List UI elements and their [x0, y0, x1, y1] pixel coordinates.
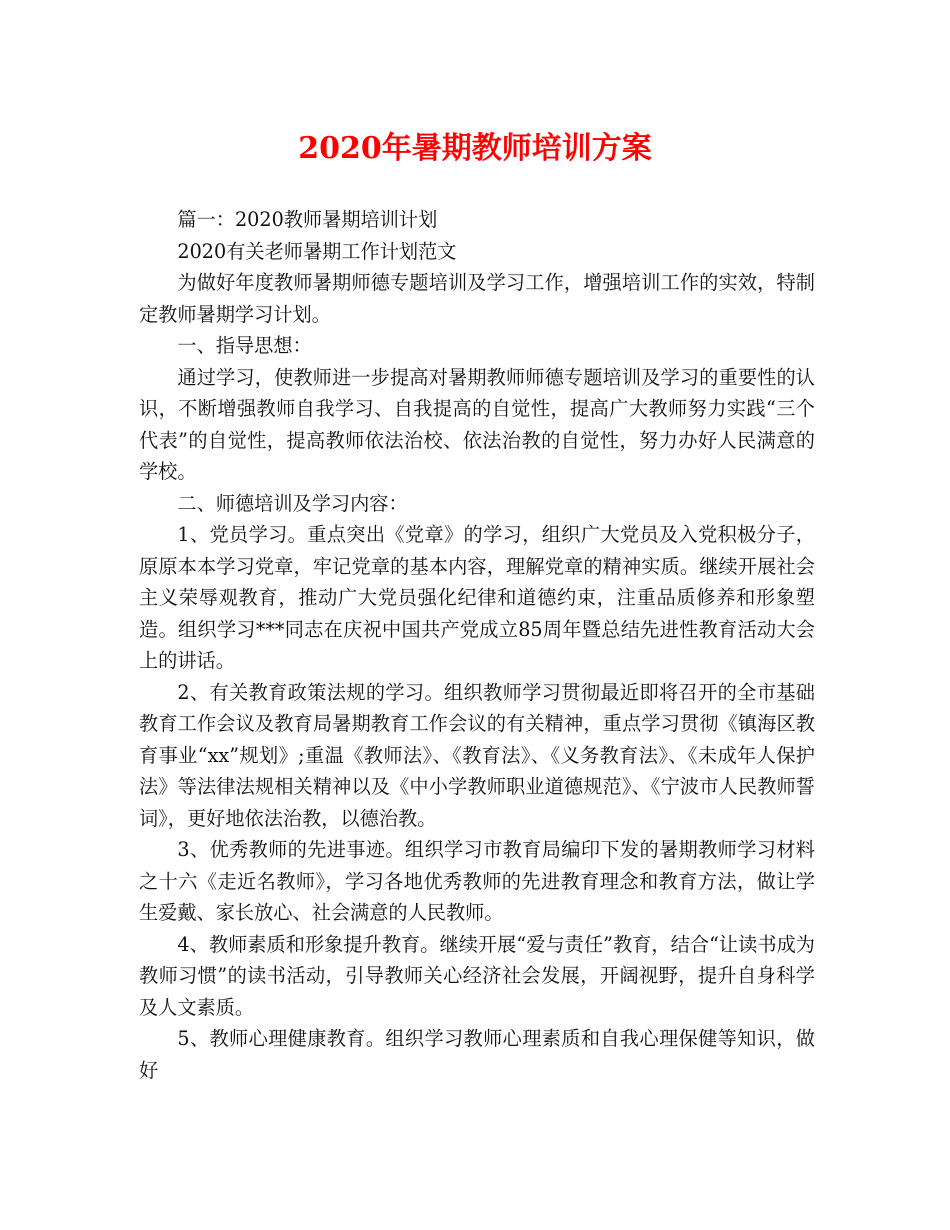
paragraph-guiding-ideology: 通过学习，使教师进一步提高对暑期教师师德专题培训及学习的重要性的认识，不断增强教师自我学习、自我提高的自觉性，提高广大教师努力实践“三个代表”的自觉性，提高教师依法治校、依法治教的自觉性，努力办好人民满意的学校。	[139, 365, 815, 483]
paragraph-item-4: 4、教师素质和形象提升教育。继续开展“爱与责任”教育，结合“让读书成为教师习惯”的读书活动，引导教师关心经济社会发展，开阔视野，提升自身科学及人文素质。	[139, 932, 815, 1019]
document-body	[139, 204, 815, 1086]
heading-guiding-ideology: 一、指导思想：	[177, 334, 312, 357]
paragraph-intro: 为做好年度教师暑期师德专题培训及学习工作，增强培训工作的实效，特制定教师暑期学习计划。	[139, 271, 815, 326]
paragraph-item-3: 3、优秀教师的先进事迹。组织学习市教育局编印下发的暑期教师学习材料之十六《走近名教师》，学习各地优秀教师的先进教育理念和教育方法，做让学生爱戴、家长放心、社会满意的人民教师。	[139, 838, 815, 924]
heading-training-content: 二、师德培训及学习内容：	[177, 491, 408, 515]
paragraph-item-2: 2、有关教育政策法规的学习。组织教师学习贯彻最近即将召开的全市基础教育工作会议及教育局暑期教育工作会议的有关精神，重点学习贯彻《镇海区教育事业“xx”规划》;重温《教师法》、《教育法》、《义务教育法》、《未成年人保护法》等法律法规相关精神以及《中小学教师职业道德规范》、《宁波市人民教师誓词》，更好地依法治教，以德治教。	[139, 680, 815, 830]
paragraph-section-heading: 篇一：2020教师暑期培训计划	[177, 208, 438, 231]
paragraph-item-5: 5、教师心理健康教育。组织学习教师心理素质和自我心理保健等知识，做好	[139, 1027, 815, 1082]
paragraph-item-1: 1、党员学习。重点突出《党章》的学习，组织广大党员及入党积极分子，原原本本学习党章，牢记党章的基本内容，理解党章的精神实质。继续开展社会主义荣辱观教育，推动广大党员强化纪律和道德约束，注重品质修养和形象塑造。组织学习***同志在庆祝中国共产党成立85周年暨总结先进性教育活动大会上的讲话。	[139, 523, 815, 672]
paragraph-subtitle: 2020有关老师暑期工作计划范文	[177, 239, 457, 263]
document-title: 2020年暑期教师培训方案	[298, 131, 652, 166]
